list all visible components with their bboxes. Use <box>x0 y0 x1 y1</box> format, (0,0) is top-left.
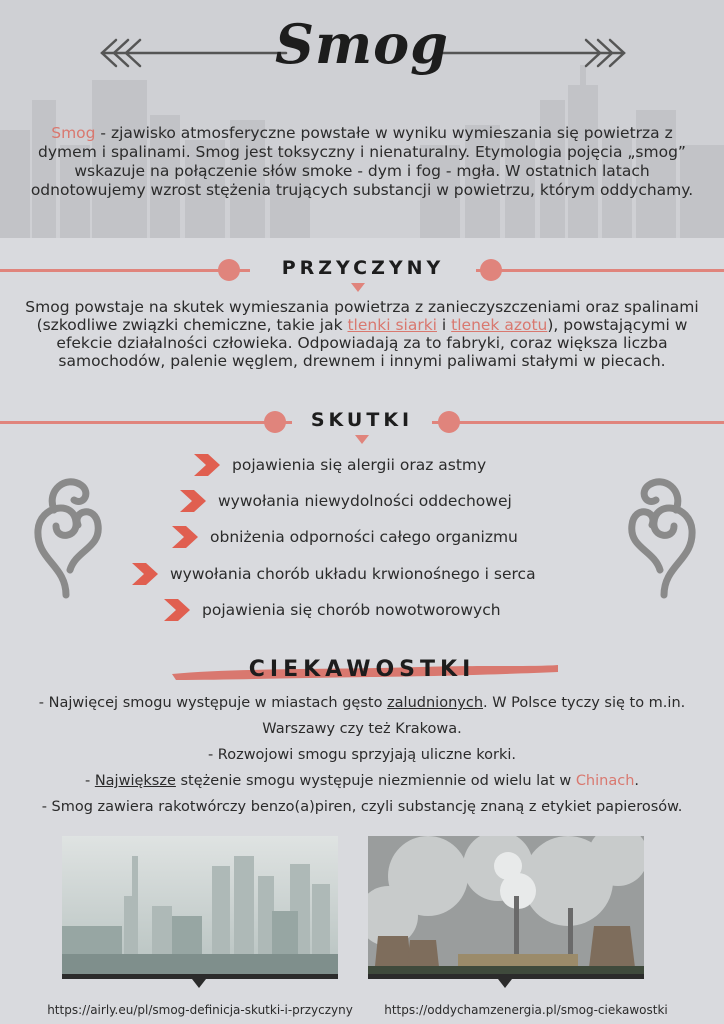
effect-item-label: wywołania chorób układu krwionośnego i serca <box>170 565 536 583</box>
chevron-right-icon <box>164 599 190 621</box>
swirl-ornament-left-icon <box>26 470 106 600</box>
causes-divider-pointer <box>351 283 365 292</box>
curiosity-highlight: Chinach <box>575 773 635 789</box>
causes-heading: PRZYCZYNY <box>250 257 476 283</box>
causes-text-a: Smog powstaje na skutek wymieszania powietrza z zanieczyszczeniami oraz spalinami (szkodliwe związki chemiczne, takie jak <box>25 298 699 334</box>
effects-divider-dot-right <box>438 411 460 433</box>
causes-text-c: ), powstającymi w efekcie działalności człowieka. Odpowiadają za to fabryki, coraz większa liczba samochodów, palenie węglem, drewnem i innymi paliwami stałymi w piecach. <box>56 316 688 370</box>
swirl-ornament-right-icon <box>624 470 704 600</box>
curiosity-item: - Rozwojowi smogu sprzyjają uliczne korki. <box>207 747 517 763</box>
link-nitrogen-oxide[interactable]: tlenek azotu <box>451 316 548 334</box>
chevron-right-icon <box>132 563 158 585</box>
curiosities-list <box>0 690 724 820</box>
photo-pointer-left <box>192 979 206 988</box>
link-sulfur-oxides[interactable]: tlenki siarki <box>347 316 437 334</box>
effects-divider-dot-left <box>264 411 286 433</box>
curiosity-item <box>0 768 724 794</box>
photo-smog-city <box>62 836 338 976</box>
intro-text: - zjawisko atmosferyczne powstałe w wyniku wymieszania się powietrza z dymem i spalinami. Smog jest toksyczny i nienaturalny. Etymologia pojęcia „smog” wskazuje na połączenie słów smoke - dym i fog - mgła. W ostatnich latach odnotowujemy wzrost stężenia trujących substancji w powietrzu, którym oddychamy. <box>30 124 694 199</box>
curiosity-underlined: zaludnionych <box>387 695 484 711</box>
curiosity-item: Warszawy czy też Krakowa. <box>262 721 462 737</box>
page-title: Smog <box>275 12 449 76</box>
photo-power-plant <box>368 836 644 976</box>
effect-item-label: pojawienia się chorób nowotworowych <box>202 601 501 619</box>
curiosity-text: - <box>84 773 95 789</box>
effect-item-label: obniżenia odporności całego organizmu <box>210 528 518 546</box>
causes-paragraph <box>8 298 716 370</box>
causes-divider-dot-left <box>218 259 240 281</box>
curiosity-item <box>0 690 724 716</box>
intro-paragraph <box>20 124 704 200</box>
effect-item-label: pojawienia się alergii oraz astmy <box>232 456 487 474</box>
curiosity-underlined: Największe <box>94 773 176 789</box>
source-link-left[interactable]: https://airly.eu/pl/smog-definicja-skutki-i-przyczyny <box>47 1003 353 1017</box>
curiosity-item: - Smog zawiera rakotwórczy benzo(a)piren, czyli substancję znaną z etykiet papierosów. <box>41 799 683 815</box>
effect-item <box>194 452 486 478</box>
header-banner <box>0 0 724 238</box>
curiosity-text: . <box>634 773 640 789</box>
curiosity-text: . W Polsce tyczy się to m.in. <box>483 695 686 711</box>
effect-item <box>164 597 501 623</box>
causes-text-b: i <box>436 316 452 334</box>
effect-item <box>132 561 536 587</box>
chevron-right-icon <box>194 454 220 476</box>
effect-item <box>180 488 512 514</box>
effect-item-label: wywołania niewydolności oddechowej <box>218 492 512 510</box>
source-link-right[interactable]: https://oddychamzenergia.pl/smog-ciekawostki <box>384 1003 668 1017</box>
effects-heading: SKUTKI <box>292 409 432 435</box>
curiosity-text: - Najwięcej smogu występuje w miastach gęsto <box>38 695 388 711</box>
intro-highlight: Smog <box>51 124 96 142</box>
photo-pointer-right <box>498 979 512 988</box>
curiosities-heading: CIEKAWOSTKI <box>248 657 476 682</box>
causes-divider-dot-right <box>480 259 502 281</box>
chevron-right-icon <box>172 526 198 548</box>
chevron-right-icon <box>180 490 206 512</box>
effect-item <box>172 524 518 550</box>
effects-divider-pointer <box>355 435 369 444</box>
curiosity-text: stężenie smogu występuje niezmiennie od wielu lat w <box>175 773 576 789</box>
